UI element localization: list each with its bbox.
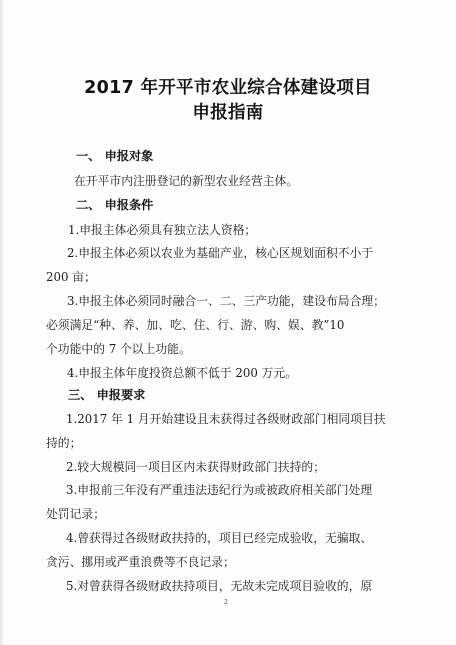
list-item: 4.申报主体年度投资总额不低于 200 万元。 — [67, 366, 298, 380]
document-subtitle: 申报指南 — [192, 103, 264, 123]
section-heading-requirements: 三、 申报要求 — [68, 388, 146, 402]
list-item: 5.对曾获得各级财政扶持项目，无故未完成项目验收的，原 — [66, 579, 373, 593]
list-item: 4.曾获得过各级财政扶持的，项目已经完成验收，无骗取、 — [66, 531, 373, 545]
list-item-continued: 必须满足“种、养、加、吃、住、行、游、购、娱、教”10 — [46, 318, 345, 332]
list-item: 3.申报主体必须同时融合一、二、三产功能，建设布局合理； — [67, 294, 385, 308]
list-item-continued: 个功能中的 7 个以上功能。 — [46, 342, 191, 356]
list-item: 3.申报前三年没有严重违法违纪行为或被政府相关部门处理 — [66, 483, 373, 497]
list-item-continued: 持的； — [46, 436, 82, 450]
list-item: 2.较大规模同一项目区内未获得财政部门扶持的； — [66, 460, 325, 474]
section-heading-applicants: 一、 申报对象 — [76, 149, 154, 163]
list-item-continued: 200 亩； — [46, 270, 96, 284]
paragraph: 在开平市内注册登记的新型农业经营主体。 — [74, 174, 299, 188]
list-item: 1.2017 年 1 月开始建设且未获得过各级财政部门相同项目扶 — [66, 412, 386, 426]
list-item: 1.申报主体必须具有独立法人资格； — [68, 223, 257, 237]
list-item: 2.申报主体必须以农业为基础产业，核心区规划面积不小于 — [67, 246, 374, 260]
document-title: 2017 年开平市农业综合体建设项目 — [84, 78, 372, 98]
list-item-continued: 贪污、挪用或严重浪费等不良记录； — [46, 555, 235, 569]
list-item-continued: 处罚记录； — [46, 507, 105, 521]
section-heading-conditions: 二、 申报条件 — [76, 198, 154, 212]
page-number: 2 — [224, 599, 228, 606]
